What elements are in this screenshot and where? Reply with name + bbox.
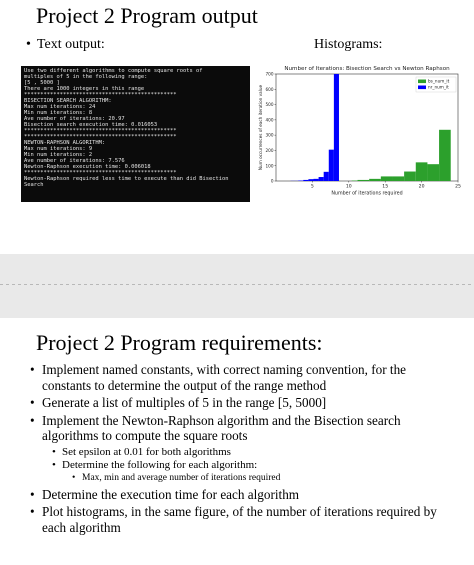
legend-entry: nr_num_it — [428, 84, 449, 90]
terminal-output — [21, 66, 250, 202]
terminal-line: Max num iterations: 9 — [24, 146, 93, 152]
bullet: • — [26, 37, 31, 52]
y-tick-label: 0 — [270, 178, 274, 184]
x-axis-label: Number of iterations required — [331, 191, 403, 197]
terminal-line: Use two different algorithms to compute square roots of — [24, 68, 203, 74]
x-tick-label: 20 — [418, 184, 425, 190]
histogram-bar-nr-num-it — [329, 150, 334, 181]
list-item: • Generate a list of multiples of 5 in the range [5, 5000] — [30, 395, 327, 410]
terminal-line: *********************************************** — [24, 92, 177, 98]
histogram-bar-bs-num-it — [369, 179, 381, 181]
x-tick-label: 10 — [345, 184, 352, 190]
y-tick-label: 500 — [265, 102, 274, 108]
list-item: • Implement named constants, with correct naming convention, for the constants to determine the output of the range method — [30, 362, 407, 393]
x-tick-label: 15 — [382, 184, 389, 190]
sub-list-item: • Set epsilon at 0.01 for both algorithms — [52, 445, 231, 458]
list-item: • Implement the Newton-Raphson algorithm and the Bisection search algorithms to compute the square roots — [30, 412, 401, 443]
histogram-bar-bs-num-it — [439, 130, 451, 181]
histogram-bar-bs-num-it — [381, 176, 393, 181]
y-axis-label: Num occurrences of each iteration value — [258, 84, 263, 171]
sub-sub-list-item: • Max, min and average number of iterations required — [72, 472, 281, 483]
y-tick-label: 300 — [265, 132, 274, 138]
y-tick-label: 600 — [265, 86, 274, 92]
legend-entry: bs_num_it — [428, 78, 450, 84]
slide-program-output — [0, 0, 474, 254]
y-tick-label: 700 — [265, 71, 274, 77]
terminal-line: multiples of 5 in the following range: — [24, 74, 148, 80]
histogram-bar-bs-num-it — [392, 176, 404, 181]
terminal-line: Ave number of iterations: 7.576 — [24, 158, 125, 164]
chart-title: Number of Iterations: Bisection Search vs Newton Raphson — [284, 66, 450, 72]
histogram-bar-nr-num-it — [324, 172, 329, 181]
x-tick-label: 5 — [310, 184, 314, 190]
text-output-label: Text output: — [36, 37, 105, 52]
terminal-line: Bisection search execution time: 0.016053 — [24, 122, 158, 128]
histogram-bar-nr-num-it — [313, 179, 318, 181]
histogram-bar-bs-num-it — [416, 162, 428, 181]
terminal-line: *********************************************** — [24, 170, 177, 176]
sub-list-item: • Determine the following for each algorithm: — [52, 458, 258, 471]
histogram-bar-nr-num-it — [334, 74, 339, 181]
histogram-bar-bs-num-it — [358, 180, 370, 181]
histogram-bar-nr-num-it — [303, 180, 308, 181]
legend-swatch — [418, 80, 426, 84]
terminal-line: Newton-Raphson required less time to execute than did Bisection — [24, 176, 229, 182]
y-tick-label: 100 — [265, 163, 274, 169]
terminal-line: Search — [24, 182, 44, 188]
terminal-line: NEWTON-RAPHSON ALGORITHM: — [24, 140, 106, 146]
slide-separator — [0, 284, 474, 285]
slide-title: Project 2 Program requirements: — [36, 330, 323, 355]
terminal-line: *********************************************** — [24, 128, 177, 134]
histogram-bar-nr-num-it — [319, 177, 324, 181]
list-item: • Determine the execution time for each algorithm — [30, 486, 300, 502]
histogram-bar-nr-num-it — [308, 179, 313, 181]
histograms-label: Histograms: — [314, 37, 383, 52]
iterations-histogram — [256, 62, 464, 202]
text-output-heading — [26, 37, 105, 53]
x-tick-label: 25 — [455, 184, 461, 190]
list-item: • Plot histograms, in the same figure, of the number of iterations required by each algorithm — [30, 504, 437, 535]
slide-title: Project 2 Program output — [36, 3, 258, 28]
terminal-line: BISECTION SEARCH ALGORITHM: — [24, 98, 112, 104]
requirements-list — [30, 362, 450, 537]
terminal-line: [5 , 5000 ] — [24, 80, 60, 86]
legend-swatch — [418, 86, 426, 90]
slide-program-requirements — [0, 318, 474, 565]
terminal-line: Max num iterations: 24 — [24, 104, 96, 110]
terminal-line: Newton-Raphson execution time: 0.006018 — [24, 164, 151, 170]
y-tick-label: 200 — [265, 148, 274, 154]
terminal-line: Min num iterations: 8 — [24, 110, 93, 116]
terminal-line: *********************************************** — [24, 134, 177, 140]
terminal-line: There are 1000 integers in this range — [24, 86, 145, 92]
terminal-line: Ave number of iterations: 20.97 — [24, 116, 125, 122]
terminal-line: Min num iterations: 2 — [24, 152, 93, 158]
histogram-bar-bs-num-it — [404, 172, 416, 181]
y-tick-label: 400 — [265, 117, 274, 123]
histogram-bar-bs-num-it — [427, 164, 439, 181]
